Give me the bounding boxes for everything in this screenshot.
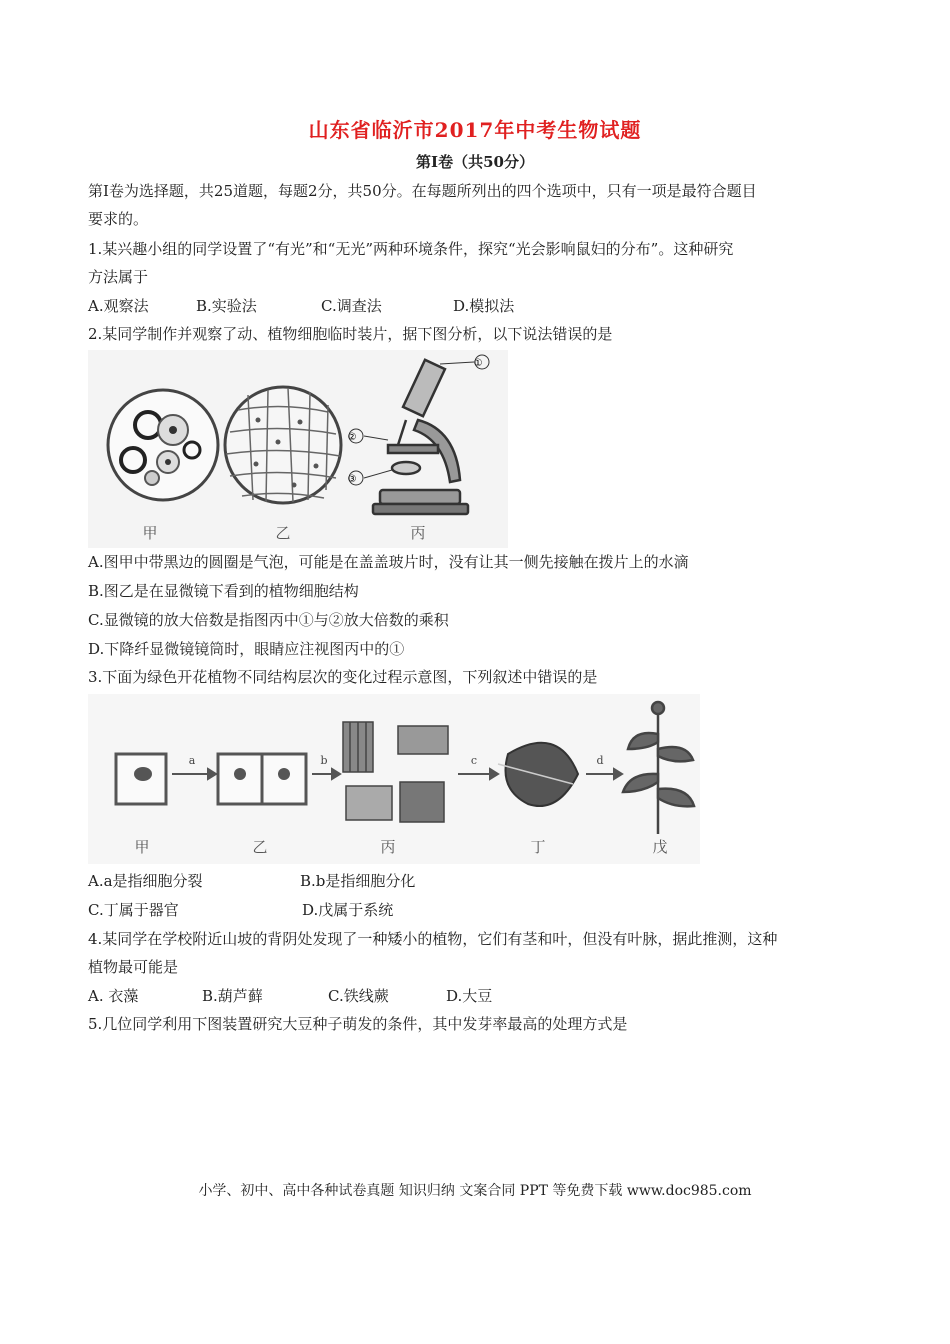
- q3-figure-structure-levels: [88, 694, 700, 864]
- q1-stem-line-2: 方法属于: [88, 268, 149, 286]
- q4-options: [88, 985, 868, 1007]
- q1-option-a: A.观察法: [88, 297, 149, 315]
- fig3-label-yi: 乙: [252, 838, 268, 856]
- q3-options-row-1: [88, 870, 868, 892]
- q2-option-a: A.图甲中带黑边的圆圈是气泡，可能是在盖盖玻片时，没有让其一侧先接触在拨片上的水滴: [88, 553, 689, 571]
- fig3-label-jia: 甲: [134, 838, 150, 856]
- q3-options-row-2: [88, 899, 868, 921]
- arrow-label-d: d: [596, 754, 604, 767]
- q1-options: [88, 295, 868, 317]
- q4-option-a: A. 衣藻: [88, 987, 139, 1005]
- q3-option-a: A.a是指细胞分裂: [88, 872, 203, 890]
- q4-option-d: D.大豆: [446, 987, 493, 1005]
- fig3-label-bing: 丙: [380, 838, 396, 856]
- q1-stem-line-1: 1.某兴趣小组的同学设置了“有光”和“无光”两种环境条件，探究“光会影响鼠妇的分布”。这种研究: [88, 240, 734, 258]
- single-cell-diagram: [116, 754, 166, 804]
- q2-option-b: B.图乙是在显微镜下看到的植物细胞结构: [88, 582, 359, 600]
- fig3-label-ding: 丁: [530, 838, 546, 856]
- q3-option-d: D.戊属于系统: [302, 901, 394, 919]
- intro-line-1: 第Ⅰ卷为选择题，共25道题，每题2分，共50分。在每题所列出的四个选项中，只有一项是最符合题目: [88, 182, 757, 200]
- q4-stem-line-2: 植物最可能是: [88, 958, 179, 976]
- q2-figure-cells-microscope: [88, 350, 508, 548]
- arrow-label-b: b: [320, 754, 328, 767]
- fig3-label-wu: 戊: [652, 838, 668, 856]
- q2-option-d: D.下降纤显微镜镜筒时，眼睛应注视图丙中的①: [88, 640, 405, 658]
- fig2-label-bing: 丙: [410, 524, 426, 542]
- q4-option-c: C.铁线蕨: [328, 987, 389, 1005]
- fig2-label-jia: 甲: [142, 524, 158, 542]
- q1-option-c: C.调查法: [321, 297, 382, 315]
- section-heading: 第Ⅰ卷（共50分）: [416, 153, 534, 171]
- q3-option-b: B.b是指细胞分化: [300, 872, 416, 890]
- plant-cell-view: [225, 387, 341, 503]
- q1-option-d: D.模拟法: [453, 297, 515, 315]
- q3-option-c: C.丁属于器官: [88, 901, 179, 919]
- animal-cell-view: [108, 390, 218, 500]
- two-cells-diagram: [218, 754, 306, 804]
- arrow-label-c: c: [470, 754, 478, 767]
- arrow-label-a: a: [188, 754, 196, 767]
- q4-option-b: B.葫芦藓: [202, 987, 263, 1005]
- q2-stem: 2.某同学制作并观察了动、植物细胞临时装片，据下图分析，以下说法错误的是: [88, 325, 613, 343]
- fig2-mark-3: ③: [347, 474, 357, 485]
- q4-stem-line-1: 4.某同学在学校附近山坡的背阴处发现了一种矮小的植物，它们有茎和叶，但没有叶脉，据此推测，这种: [88, 930, 778, 948]
- q2-option-c: C.显微镜的放大倍数是指图丙中①与②放大倍数的乘积: [88, 611, 449, 629]
- q3-stem: 3.下面为绿色开花植物不同结构层次的变化过程示意图，下列叙述中错误的是: [88, 668, 598, 686]
- fig2-mark-1: ①: [473, 358, 483, 369]
- intro-line-2: 要求的。: [88, 210, 149, 228]
- fig2-label-yi: 乙: [275, 524, 291, 542]
- page-footer: 小学、初中、高中各种试卷真题 知识归纳 文案合同 PPT 等免费下载 www.doc985.com: [198, 1183, 752, 1199]
- fig2-mark-2: ②: [347, 432, 357, 443]
- page-title: 山东省临沂市2017年中考生物试题: [308, 118, 642, 142]
- q1-option-b: B.实验法: [196, 297, 257, 315]
- q5-stem: 5.几位同学利用下图装置研究大豆种子萌发的条件，其中发芽率最高的处理方式是: [88, 1015, 628, 1033]
